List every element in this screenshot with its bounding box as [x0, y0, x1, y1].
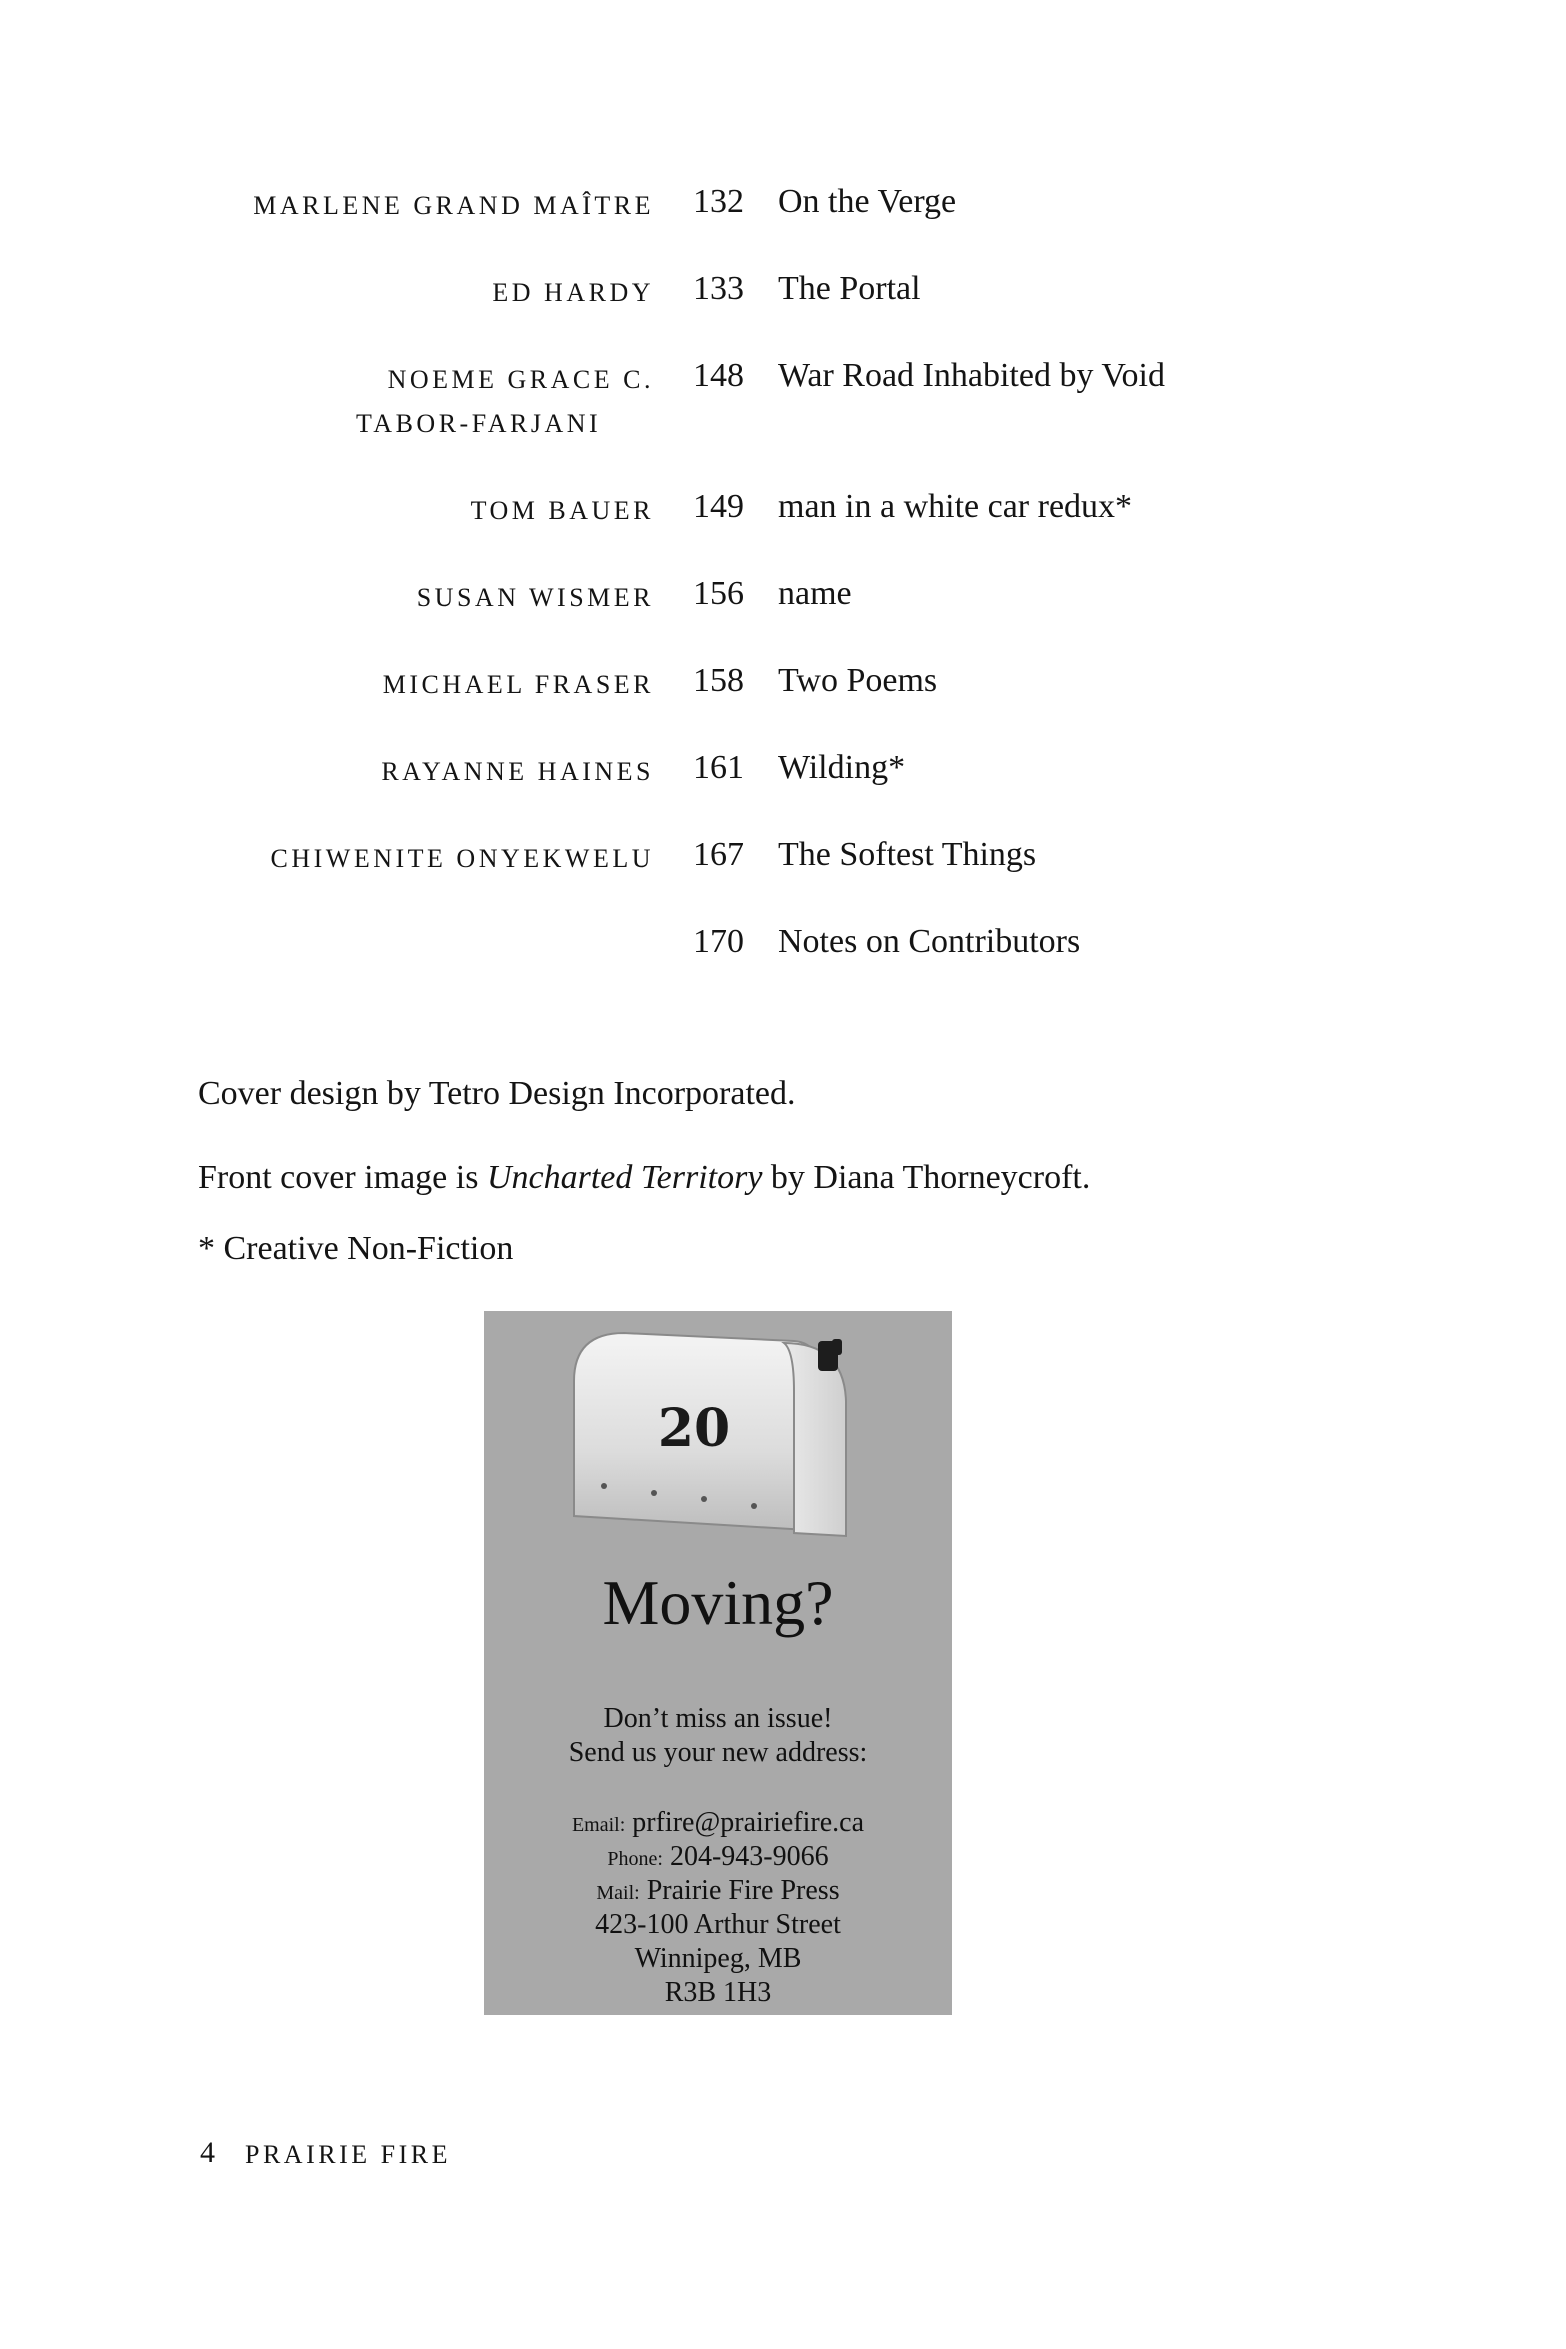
- mailbox-number: 20: [657, 1398, 731, 1459]
- email-value[interactable]: prfire@prairiefire.ca: [632, 1807, 865, 1838]
- toc-author: MICHAEL FRASER: [382, 670, 654, 699]
- toc-author: MARLENE GRAND MAÎTRE: [253, 191, 654, 220]
- mail-label: Mail:: [596, 1882, 640, 1904]
- front-cover-credit: [198, 1159, 1090, 1197]
- toc-title[interactable]: Wilding*: [778, 749, 906, 786]
- toc-title[interactable]: The Portal: [778, 270, 921, 307]
- ad-email: [484, 1807, 952, 1839]
- ad-headline: Moving?: [602, 1567, 834, 1638]
- toc-author: CHIWENITE ONYEKWELU: [270, 844, 654, 873]
- toc-row: [0, 570, 1566, 626]
- front-cover-title: Uncharted Territory: [486, 1159, 763, 1196]
- mailbox-icon: [554, 1321, 884, 1551]
- toc-page: 156: [693, 575, 744, 612]
- toc-row: [0, 918, 1566, 974]
- toc-row: [0, 657, 1566, 713]
- toc-row: [0, 744, 1566, 800]
- toc-title[interactable]: Notes on Contributors: [778, 923, 1081, 960]
- toc-author: NOEME GRACE C.: [387, 365, 654, 394]
- ad-line-1: Don’t miss an issue!: [603, 1703, 833, 1734]
- toc-page: 133: [693, 270, 744, 307]
- toc-page: 167: [693, 836, 744, 873]
- email-label: Email:: [571, 1814, 626, 1836]
- ad-mail: [484, 1875, 952, 1907]
- toc-row: [0, 352, 1566, 452]
- toc-row: [0, 178, 1566, 234]
- footer-magazine-title: PRAIRIE FIRE: [245, 2140, 451, 2169]
- ad-line-2: Send us your new address:: [568, 1737, 868, 1768]
- toc-title[interactable]: Two Poems: [778, 662, 938, 699]
- toc-author: ED HARDY: [492, 278, 654, 307]
- toc-page: 148: [693, 357, 744, 394]
- footnote-cnf: * Creative Non-Fiction: [198, 1230, 514, 1267]
- ad-phone: [484, 1841, 952, 1873]
- toc-author: SUSAN WISMER: [416, 583, 654, 612]
- toc-row: [0, 483, 1566, 539]
- ad-street: 423-100 Arthur Street: [595, 1909, 841, 1940]
- toc-title[interactable]: War Road Inhabited by Void: [778, 357, 1165, 394]
- toc-author-line2: TABOR-FARJANI: [356, 409, 602, 438]
- phone-value: 204-943-9066: [669, 1841, 829, 1872]
- phone-label: Phone:: [607, 1848, 663, 1870]
- toc-title[interactable]: man in a white car redux*: [778, 488, 1133, 525]
- toc-row: [0, 265, 1566, 321]
- toc-title[interactable]: name: [778, 575, 852, 612]
- cover-design-credit: Cover design by Tetro Design Incorporated.: [198, 1075, 796, 1112]
- footer-page-number: 4: [200, 2136, 215, 2169]
- toc-title[interactable]: On the Verge: [778, 183, 957, 220]
- toc-author: RAYANNE HAINES: [381, 757, 654, 786]
- toc-page: 161: [693, 749, 744, 786]
- front-cover-prefix: Front cover image is: [198, 1159, 487, 1196]
- front-cover-suffix: by Diana Thorneycroft.: [762, 1159, 1091, 1196]
- toc-title[interactable]: The Softest Things: [778, 836, 1037, 873]
- mail-name: Prairie Fire Press: [646, 1875, 840, 1906]
- toc-row: [0, 831, 1566, 887]
- moving-ad: [484, 1311, 952, 2015]
- toc-page: 170: [693, 923, 744, 960]
- toc-page: 149: [693, 488, 744, 525]
- ad-city: Winnipeg, MB: [634, 1943, 802, 1974]
- ad-postal: R3B 1H3: [664, 1977, 772, 2008]
- toc-author: TOM BAUER: [470, 496, 654, 525]
- toc-page: 132: [693, 183, 744, 220]
- toc-page: 158: [693, 662, 744, 699]
